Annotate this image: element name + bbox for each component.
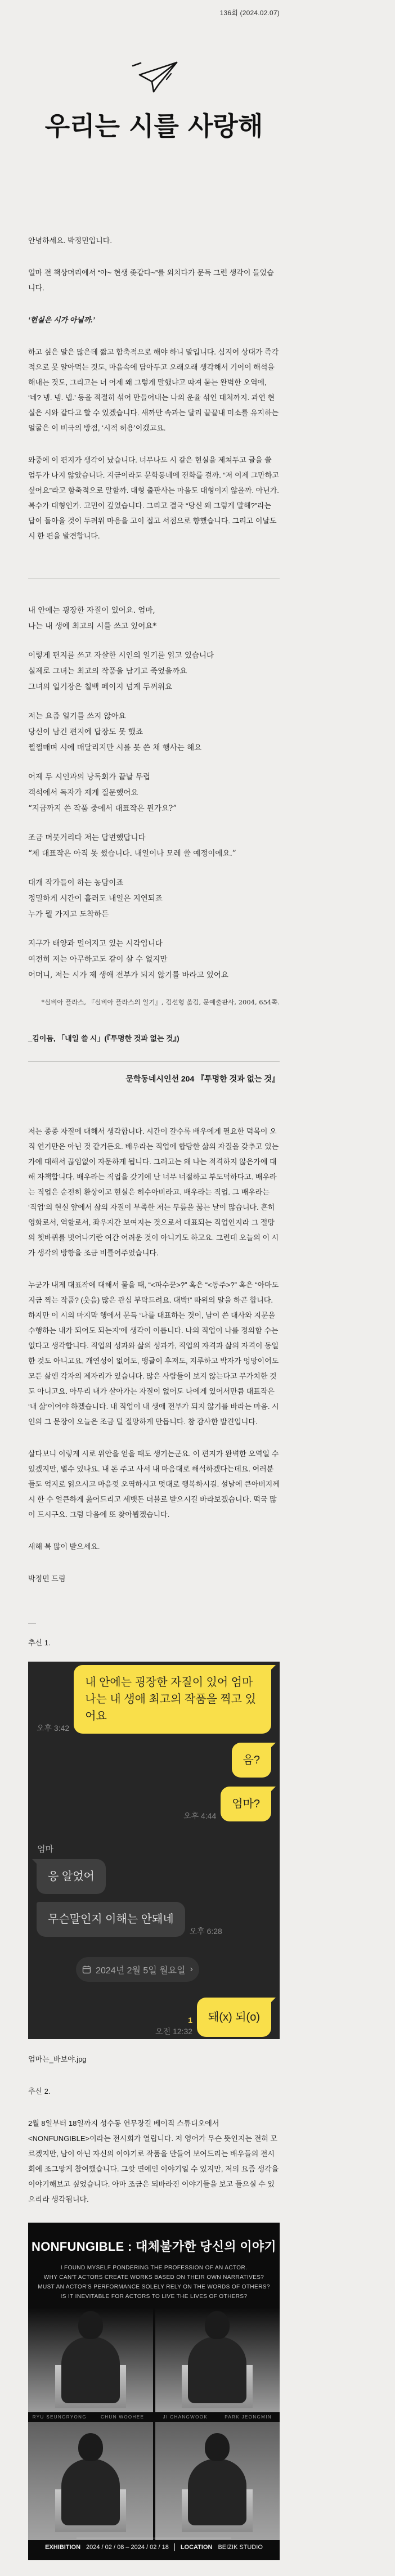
signature: 박정민 드림 <box>28 1574 66 1583</box>
location-value: BEIZIK STUDIO <box>218 2544 263 2551</box>
poem-line: 여전히 저는 아무하고도 같이 살 수 없지만 <box>28 955 168 964</box>
poem-line: 누가 뭘 가지고 도착하든 <box>28 910 109 919</box>
poem-line: 내 안에는 굉장한 자질이 있어요. 엄마, <box>28 606 155 615</box>
chat-timestamp: 오후 4:44 <box>183 1811 217 1820</box>
poem-stanza <box>28 648 280 695</box>
chat-sender-name: 엄마 <box>37 1845 53 1854</box>
poster-photo-row <box>28 2308 280 2412</box>
chat-message-received <box>28 1859 280 1894</box>
poster-photo-grid <box>28 2308 280 2540</box>
chat-bubble-received: 응 알었어 <box>37 1859 106 1894</box>
chat-unread-count: 1 <box>188 2016 193 2025</box>
divider <box>28 1061 280 1062</box>
chat-message-sent <box>28 1787 280 1821</box>
chat-bubble-line: 내 안에는 굉장한 자질이 있어 엄마 <box>85 1676 253 1689</box>
newsletter-body <box>28 0 280 2576</box>
actor-photo <box>155 2308 280 2412</box>
poster-tagline-line: IS IT INEVITABLE FOR ACTORS TO LIVE THE LIVES OF OTHERS? <box>60 2294 248 2300</box>
poem-line: “지금까지 쓴 작품 중에서 대표작은 뭔가요?” <box>28 804 177 813</box>
chat-message-received <box>28 1902 280 1937</box>
poem-attribution: _김이듬, 「내일 쓸 시」(『투명한 것과 없는 것』) <box>28 1034 179 1043</box>
poem-stanza <box>28 936 280 983</box>
poster-photo-row <box>28 2422 280 2540</box>
intro-line: 얼마 전 책상머리에서 “아~ 현생 좆같다~”를 외치다가 문득 그런 생각이 들었습니다. <box>28 268 274 292</box>
essay-paragraph: 저는 종종 자질에 대해서 생각합니다. 시간이 갈수록 배우에게 필요한 덕목이 오직 연기만은 아닌 것 같거든요. 배우라는 직업에 합당한 삶의 자질을 갖추고 있는가에 대해서 끊임없이 자문하게 됩니다. 그러고는 왜 나는 적격하지 않은가에 대해 자책합니다. 배우라는 직업을 갖기에 난 너무 너절하고 부도덕하다고. 배우라는 직업은 순전히 환상이고 현실은 허수아비라고. 배우라는 직업. 그 배우라는 ‘직업’의 현실 앞에서 삶의 자질이 부족한 저는 무릎을 꿇는 날이 많습니다. 흔히 영화로서, 역할로서, 좌우지간 보여지는 것으로서 대표되는 직업인지라 그 절망의 쳇바퀴를 벗어나기란 여간 어려운 것이 아니기도 하고요. 그런데 오늘의 이 시가 생각의 방향을 조금 비틀어주었습니다. <box>28 1127 279 1257</box>
page-title: 우리는 시를 사랑해 <box>44 111 263 141</box>
chevron-right-icon: › <box>190 1964 193 1974</box>
poster-tagline-line: I FOUND MYSELF PONDERING THE PROFESSION OF AN ACTOR. <box>60 2265 248 2271</box>
exhibition-poster <box>28 2223 280 2560</box>
section-separator: — <box>28 1618 36 1627</box>
poem-stanza <box>28 708 280 756</box>
letter-paragraph: 와중에 이 편지가 생각이 났습니다. 너무나도 시 같은 현실을 제쳐두고 글을 쓸 엄두가 나지 않았습니다. 지금이라도 문학동네에 전화를 걸까. “저 이제 그만하고 싶어요”라고 함축적으로 말할까. 대형 출판사는 마음도 대형이지 않을까. 아닌가. 복수가 대형인가. 고민이 깊었습니다. 그리고 결국 “당신 왜 그렇게 말해?”라는 답이 돌아올 것이 두려워 마음을 고이 접고 서점으로 향했습니다. 그리고 이날도 시 한 편을 발견합니다. <box>28 456 279 540</box>
footer-divider <box>174 2543 175 2551</box>
poem-stanza <box>28 875 280 922</box>
chat-date-text: 2024년 2월 5일 월요일 <box>96 1965 186 1976</box>
chat-timestamp: 오전 12:32 <box>155 2027 193 2036</box>
poem-line: 쩔쩔매며 시에 매달리지만 시를 못 쓴 채 행사는 해요 <box>28 743 202 752</box>
actor-photo <box>28 2308 153 2412</box>
actor-name: RYU SEUNGRYONG <box>32 2415 87 2420</box>
chat-bubble-sent: 엄마? <box>221 1787 271 1821</box>
greeting: 안녕하세요. 박정민입니다. <box>28 236 112 245</box>
poem-line: 나는 내 생에 최고의 시를 쓰고 있어요* <box>28 622 157 631</box>
poem-stanza <box>28 603 280 634</box>
chat-message-sent <box>28 1743 280 1778</box>
chat-meta <box>155 2016 192 2037</box>
new-year-wish: 새해 복 많이 받으세요. <box>28 1542 100 1551</box>
chat-bubble-line: 나는 내 생애 최고의 작품을 찍고 있어요 <box>85 1693 257 1722</box>
poem-line: 객석에서 독자가 제게 질문했어요 <box>28 788 138 797</box>
chat-timestamp: 오후 6:28 <box>189 1927 222 1936</box>
bottom-spacer <box>28 2560 280 2576</box>
calendar-icon <box>82 1965 91 1974</box>
poem-line: 그녀의 일기장은 칠백 페이지 넘게 두꺼워요 <box>28 683 173 692</box>
chat-date-divider <box>76 1957 199 1982</box>
poem-line: 조금 머뭇거리다 저는 답변했답니다 <box>28 833 146 842</box>
chat-bubble-sent: 돼(x) 되(o) <box>197 1998 271 2037</box>
series-note: 문학동네시인선 204 『투명한 것과 없는 것』 <box>125 1074 280 1083</box>
actor-name: CHUN WOOHEE <box>101 2415 145 2420</box>
poem-line: 정밀하게 시간이 흘러도 내일은 지연되죠 <box>28 894 163 903</box>
poster-tagline-line: MUST AN ACTOR'S PERFORMANCE SOLELY RELY ON THE WORDS OF OTHERS? <box>38 2284 270 2290</box>
poem-line: 지구가 태양과 멀어지고 있는 시각입니다 <box>28 939 163 948</box>
postscript-2-paragraph: 2월 8일부터 18일까지 성수동 연무장길 베이직 스튜디오에서 <NONFUNGIBLE>이라는 전시회가 열립니다. 저 영어가 무슨 뜻인지는 전혀 모르겠지만, 남이 아닌 자신의 이야기로 작품을 만들어 보여드리는 배우들의 전시회에 조그맣게 참여했습니다. 그깟 연예인 이야기일 수 있지만, 저의 요즘 생각을 이야기해보고 싶었습니다. 아마 조금은 되바라진 이야기들을 보고 들으실 수 있으리라 생각됩니다. <box>28 2119 279 2203</box>
poem-footnote: *실비아 플라스, 『실비아 플라스의 일기』, 김선형 옮김, 문예출판사, 2004, 654쪽. <box>41 998 280 1006</box>
chat-bubble-received: 무슨말인지 이해는 안돼네 <box>37 1902 185 1937</box>
actor-photo <box>28 2422 153 2540</box>
chat-message-sent <box>28 1662 280 1734</box>
postscript-2-label: 추신 2. <box>28 2087 51 2095</box>
divider <box>28 578 280 579</box>
poster-footer <box>28 2538 280 2551</box>
chat-image-caption: 엄마는_바보야.jpg <box>28 2055 87 2063</box>
poem-line: 이렇게 편지를 쓰고 자살한 시인의 일기를 읽고 있습니다 <box>28 651 214 660</box>
letter-paragraph: 하고 싶은 말은 많은데 짧고 함축적으로 해야 하니 말입니다. 심지어 상대가 즉각적으로 못 알아먹는 것도, 마음속에 담아두고 오래오래 생각해서 기어이 해석을 해내는 것도, 그리고는 너 어제 왜 그렇게 말했냐고 따져 묻는 완벽한 오역에, ‘네? 넹. 넴. 넵.’ 등을 적절히 섞어 만들어내는 나의 운율 섞인 대처까지. 과연 현실은 시와 같다고 할 수 있겠습니다. 새까만 속과는 달리 끝끝내 미소를 유지하는 얼굴은 이 비극의 방점, ‘시적 허용’이겠고요. <box>28 348 279 432</box>
poem-stanza <box>28 830 280 861</box>
poem-line: “제 대표작은 아직 못 썼습니다. 내일이나 모레 쓸 예정이에요.” <box>28 849 236 858</box>
actor-photo <box>155 2422 280 2540</box>
issue-number: 136회 (2024.02.07) <box>219 9 280 17</box>
poem-line: 당신이 남긴 편지에 답장도 못 했죠 <box>28 728 143 737</box>
chat-bubble-sent <box>74 1665 271 1734</box>
exhibition-label: EXHIBITION <box>45 2544 81 2551</box>
poem-line: 대개 작가들이 하는 농담이죠 <box>28 878 124 887</box>
chat-meta <box>183 1810 216 1821</box>
chat-timestamp: 오후 3:42 <box>37 1724 70 1733</box>
poster-tagline <box>28 2263 280 2301</box>
actor-name: PARK JEONGMIN <box>225 2415 272 2420</box>
poem <box>28 603 280 983</box>
poem-line: 어제 두 시인과의 낭독회가 끝날 무렵 <box>28 773 151 782</box>
poem-line: 어머니, 저는 시가 제 생애 전부가 되지 않기를 바라고 있어요 <box>28 971 228 980</box>
actor-name: JI CHANGWOOK <box>163 2415 208 2420</box>
chat-bubble-sent: 음? <box>232 1743 271 1778</box>
poem-line: 실제로 그녀는 최고의 작품을 남기고 죽었을까요 <box>28 667 187 676</box>
actor-names-row <box>28 2412 280 2422</box>
kakaotalk-chat-screenshot <box>28 1662 280 2039</box>
poster-title: NONFUNGIBLE : 대체불가한 당신의 이야기 <box>32 2240 276 2254</box>
essay-paragraph: 살다보니 이렇게 시로 위안을 얻을 때도 생기는군요. 이 편지가 완벽한 오역일 수 있겠지만, 별수 있나요. 내 돈 주고 사서 내 마음대로 해석하겠다는데요. 여러분들도 억지로 읽으시고 마음껏 오역하시고 멋대로 행복하시길. 설날에 큰아버지께 시 한 수 얼큰하게 읊어드리고 세뱃돈 더블로 받으시길 바라보겠습니다. 떡국 많이 드시구요. 그럼 다음에 또 찾아뵙겠습니다. <box>28 1449 280 1519</box>
essay-paragraph: 누군가 내게 대표작에 대해서 물을 때, “<파수꾼>?” 혹은 “<동주>?” 혹은 “아마도 지금 찍는 작품? (웃음) 많은 관심 부탁드려요. 대박!” 따위의 말을 하곤 합니다. 하지만 이 시의 마지막 행에서 문득 ‘나를 대표하는 것이, 남이 쓴 대사와 지문을 수행하는 내가 되어도 되는지’에 생각이 이릅니다. 나의 직업이 나를 정의할 수는 없다고 생각합니다. 직업의 성과와 삶의 성과가, 직업의 자격과 삶의 자격이 동일한 것도 아니고요. 개연성이 없어도, 앵글이 후져도, 지루하고 박자가 엉망이어도 모든 삶엔 각자의 제자리가 있습니다. 많은 사람들이 보지 않는다고 무가치한 것도 아니고요. 아무리 내가 살아가는 자질이 없어도 나에게 있어서만큼 대표작은 ‘내 삶’이어야 하겠습니다. 내 직업이 내 생애 전부가 되지 않기를 바라는 마음. 시인의 그 문장이 오늘은 조금 덜 절망하게 만듭니다. 참 감사한 발견입니다. <box>28 1281 279 1426</box>
paper-plane-icon <box>28 59 280 101</box>
poster-tagline-line: WHY CAN'T ACTORS CREATE WORKS BASED ON THEIR OWN NARRATIVES? <box>43 2274 264 2281</box>
chat-meta <box>37 1722 69 1734</box>
poem-stanza <box>28 769 280 816</box>
poem-line: 저는 요즘 일기를 쓰지 않아요 <box>28 712 126 721</box>
thought-line: ‘현실은 시가 아닐까.’ <box>28 316 95 324</box>
postscript-1-label: 추신 1. <box>28 1639 51 1647</box>
exhibition-dates: 2024 / 02 / 08 – 2024 / 02 / 18 <box>86 2544 169 2551</box>
chat-message-sent <box>28 1998 280 2037</box>
location-label: LOCATION <box>180 2544 213 2551</box>
